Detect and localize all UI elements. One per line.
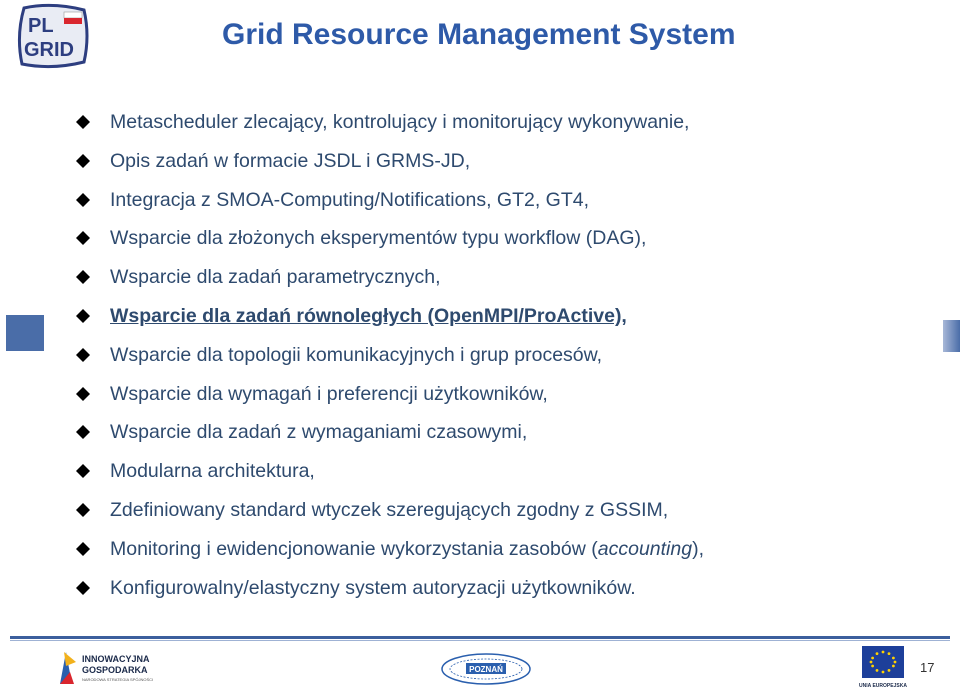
bullet-text-part: ), bbox=[692, 537, 704, 560]
bullet-item: Wsparcie dla złożonych eksperymentów typu workflow (DAG), bbox=[74, 219, 704, 258]
bullet-item: Opis zadań w formacie JSDL i GRMS-JD, bbox=[74, 142, 704, 181]
poznan-text: POZNAŃ bbox=[469, 665, 503, 674]
diamond-bullet-icon bbox=[76, 193, 90, 207]
diamond-bullet-icon bbox=[76, 231, 90, 245]
footer-divider bbox=[10, 636, 950, 639]
bullet-item: Wsparcie dla zadań z wymaganiami czasowymi, bbox=[74, 413, 704, 452]
diamond-bullet-icon bbox=[76, 503, 90, 517]
innowacyjna-gospodarka-logo bbox=[56, 648, 176, 688]
poznan-logo bbox=[440, 652, 532, 686]
bullet-item: Zdefiniowany standard wtyczek szeregujących zgodny z GSSIM, bbox=[74, 491, 704, 530]
bullet-text-italic: accounting bbox=[597, 537, 693, 560]
ig-text-line2: GOSPODARKA bbox=[82, 665, 148, 675]
diamond-bullet-icon bbox=[76, 348, 90, 362]
diamond-bullet-icon bbox=[76, 115, 90, 129]
bullet-item: Wsparcie dla topologii komunikacyjnych i grup procesów, bbox=[74, 336, 704, 375]
ig-text-line1: INNOWACYJNA bbox=[82, 654, 150, 664]
footer-divider-thin bbox=[10, 640, 950, 641]
diamond-bullet-icon bbox=[76, 464, 90, 478]
logo-text-grid: GRID bbox=[24, 39, 74, 61]
bullet-item: Wsparcie dla wymagań i preferencji użytkowników, bbox=[74, 375, 704, 414]
bullet-item: Wsparcie dla zadań parametrycznych, bbox=[74, 258, 704, 297]
diamond-bullet-icon bbox=[76, 154, 90, 168]
plgrid-logo bbox=[14, 2, 92, 70]
bullet-item: Integracja z SMOA-Computing/Notifications, GT2, GT4, bbox=[74, 181, 704, 220]
diamond-bullet-icon bbox=[76, 309, 90, 323]
decorative-square-right bbox=[943, 320, 960, 352]
eu-flag-logo bbox=[856, 646, 910, 690]
bullet-item: Modularna architektura, bbox=[74, 452, 704, 491]
decorative-square-left bbox=[6, 315, 44, 351]
eu-text: UNIA EUROPEJSKA bbox=[859, 683, 907, 689]
ig-text-line3: NARODOWA STRATEGIA SPÓJNOŚCI bbox=[82, 677, 154, 682]
bullet-item-highlighted: Wsparcie dla zadań równoległych (OpenMPI/ProActive), bbox=[74, 297, 704, 336]
page-number: 17 bbox=[920, 660, 935, 675]
diamond-bullet-icon bbox=[76, 425, 90, 439]
bullet-item: Konfigurowalny/elastyczny system autoryzacji użytkowników. bbox=[74, 569, 704, 608]
bullet-list bbox=[74, 103, 704, 607]
diamond-bullet-icon bbox=[76, 270, 90, 284]
diamond-bullet-icon bbox=[76, 542, 90, 556]
bullet-item bbox=[74, 530, 704, 569]
bullet-item: Metascheduler zlecający, kontrolujący i monitorujący wykonywanie, bbox=[74, 103, 704, 142]
diamond-bullet-icon bbox=[76, 581, 90, 595]
diamond-bullet-icon bbox=[76, 387, 90, 401]
bullet-text-part: Monitoring i ewidencjonowanie wykorzystania zasobów ( bbox=[110, 537, 598, 560]
slide-title: Grid Resource Management System bbox=[222, 18, 736, 51]
logo-text-pl: PL bbox=[28, 15, 54, 37]
